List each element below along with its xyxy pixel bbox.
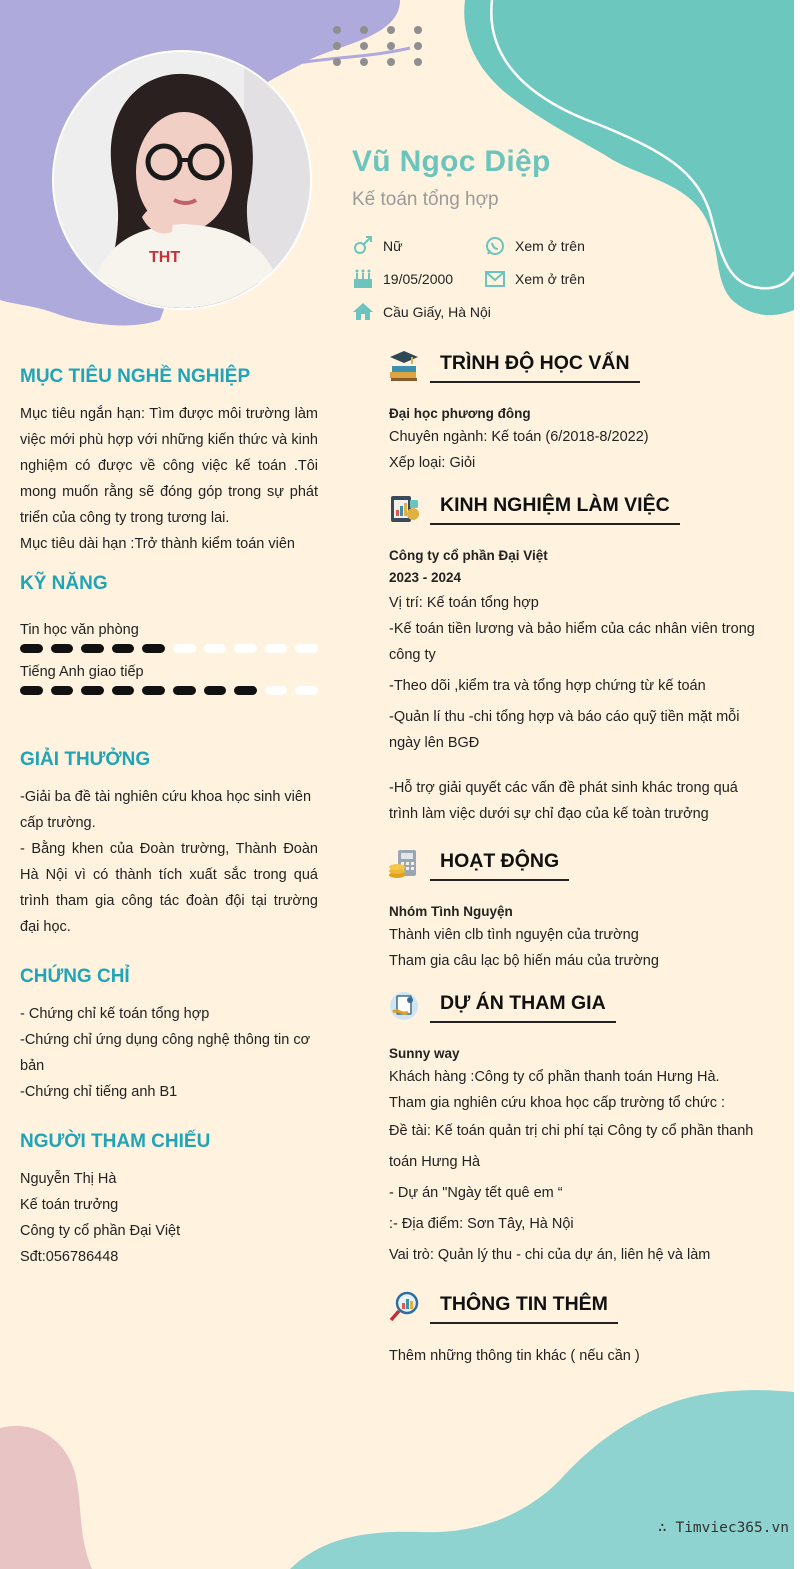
reference-section bbox=[20, 1131, 318, 1270]
activity-group: Nhóm Tình Nguyện bbox=[389, 904, 513, 919]
rating-dash-empty bbox=[295, 644, 318, 653]
awards-text bbox=[20, 784, 318, 940]
portrait-avatar bbox=[54, 52, 312, 310]
career-goal-title: MỤC TIÊU NGHỀ NGHIỆP bbox=[20, 366, 251, 387]
gender-value: Nữ bbox=[383, 238, 403, 254]
certificates-title: CHỨNG CHỈ bbox=[20, 966, 130, 987]
rating-dash-filled bbox=[112, 644, 135, 653]
activities-header bbox=[388, 848, 569, 881]
awards-section bbox=[20, 749, 318, 940]
certificates-text bbox=[20, 1001, 318, 1105]
reference-company: Công ty cổ phần Đại Việt bbox=[20, 1223, 181, 1239]
reference-position: Kế toán trưởng bbox=[20, 1197, 119, 1213]
work-period: 2023 - 2024 bbox=[389, 570, 462, 585]
experience-title: KINH NGHIỆM LÀM VIỆC bbox=[430, 492, 680, 525]
address-row bbox=[352, 302, 491, 322]
calculator-coins-icon bbox=[388, 848, 420, 880]
education-header bbox=[388, 350, 640, 383]
address-value: Cầu Giấy, Hà Nội bbox=[383, 304, 491, 320]
activity-line: Thành viên clb tình nguyện của trường bbox=[389, 927, 639, 943]
dots-pattern bbox=[326, 22, 426, 72]
gender-row bbox=[352, 236, 402, 256]
rating-dash-filled bbox=[51, 686, 74, 695]
school-name: Đại học phương đông bbox=[389, 406, 531, 421]
skill-rating-bar bbox=[20, 686, 318, 695]
rating-dash-filled bbox=[234, 686, 257, 695]
experience-body bbox=[389, 546, 769, 827]
duty-line: -Hỗ trợ giải quyết các vấn đề phát sinh khác trong quá trình làm việc dưới sự chỉ đạo của kế toàn trưởng bbox=[389, 780, 738, 822]
birthday-row bbox=[352, 269, 453, 289]
whatsapp-icon bbox=[484, 236, 506, 256]
long-term-goal: Mục tiêu dài hạn :Trở thành kiểm toán viên bbox=[20, 536, 295, 552]
svg-text:THT: THT bbox=[149, 249, 181, 266]
career-goal-text bbox=[20, 401, 318, 557]
rating-dash-filled bbox=[204, 686, 227, 695]
education-major: Chuyên ngành: Kế toán (6/2018-8/2022) bbox=[389, 429, 649, 445]
reference-text bbox=[20, 1166, 318, 1270]
awards-title: GIẢI THƯỞNG bbox=[20, 749, 151, 770]
project-location: :- Địa điểm: Sơn Tây, Hà Nội bbox=[389, 1216, 574, 1232]
activity-line: Tham gia câu lạc bộ hiến máu của trường bbox=[389, 953, 659, 969]
envelope-icon bbox=[484, 269, 506, 289]
candidate-name: Vũ Ngọc Diệp bbox=[352, 145, 551, 178]
email-value: Xem ở trên bbox=[515, 271, 585, 287]
activities-title: HOẠT ĐỘNG bbox=[430, 848, 569, 881]
project-document-icon bbox=[388, 990, 420, 1022]
books-graduation-icon bbox=[388, 350, 420, 382]
rating-dash-filled bbox=[173, 686, 196, 695]
rating-dash-filled bbox=[20, 686, 43, 695]
award-line: - Bằng khen của Đoàn trường, Thành Đoàn Hà Nội vì có thành tích xuất sắc trong quá trình tham gia công tác đoàn đội tại trường đại học. bbox=[20, 841, 318, 935]
skills-section bbox=[20, 573, 318, 695]
rating-dash-filled bbox=[20, 644, 43, 653]
skills-title: KỸ NĂNG bbox=[20, 573, 108, 594]
education-title: TRÌNH ĐỘ HỌC VẤN bbox=[430, 350, 640, 383]
magnifier-chart-icon bbox=[388, 1291, 420, 1323]
short-term-goal: Mục tiêu ngắn hạn: Tìm được môi trường làm việc mới phù hợp với những kiến thức và kinh nghiệm có được về công việc kế toán .Tôi mong muốn rằng sẽ đóng góp trong sự phát triển của công ty trong tương lai. bbox=[20, 406, 318, 526]
rating-dash-empty bbox=[173, 644, 196, 653]
rating-dash-empty bbox=[204, 644, 227, 653]
projects-title: DỰ ÁN THAM GIA bbox=[430, 990, 616, 1023]
project-client: Khách hàng :Công ty cổ phần thanh toán Hưng Hà. bbox=[389, 1069, 720, 1085]
work-position: Vị trí: Kế toán tổng hợp bbox=[389, 595, 539, 611]
skill-label: Tiếng Anh giao tiếp bbox=[20, 664, 144, 680]
skill-rating-bar bbox=[20, 644, 318, 653]
clipboard-chart-icon bbox=[388, 492, 420, 524]
duty-line: -Quản lí thu -chi tổng hợp và báo cáo quỹ tiền mặt mỗi ngày lên BGĐ bbox=[389, 709, 740, 751]
rating-dash-filled bbox=[142, 644, 165, 653]
project-second: - Dự án "Ngày tết quê em “ bbox=[389, 1185, 563, 1201]
project-research: Tham gia nghiên cứu khoa học cấp trường tổ chức : bbox=[389, 1095, 726, 1111]
rating-dash-empty bbox=[234, 644, 257, 653]
education-body bbox=[389, 404, 769, 476]
certificates-section bbox=[20, 966, 318, 1105]
rating-dash-filled bbox=[112, 686, 135, 695]
extra-title: THÔNG TIN THÊM bbox=[430, 1291, 618, 1324]
rating-dash-empty bbox=[265, 686, 288, 695]
skill-label: Tin học văn phòng bbox=[20, 622, 139, 638]
project-name: Sunny way bbox=[389, 1046, 460, 1061]
duty-line: -Theo dõi ,kiểm tra và tổng hợp chứng từ kế toán bbox=[389, 678, 706, 694]
extra-header bbox=[388, 1291, 618, 1324]
experience-header bbox=[388, 492, 680, 525]
rating-dash-empty bbox=[295, 686, 318, 695]
rating-dash-filled bbox=[51, 644, 74, 653]
skill-item bbox=[20, 622, 318, 653]
rating-dash-filled bbox=[142, 686, 165, 695]
phone-value: Xem ở trên bbox=[515, 238, 585, 254]
reference-name: Nguyễn Thị Hà bbox=[20, 1171, 117, 1187]
birthday-cake-icon bbox=[352, 269, 374, 289]
gender-icon bbox=[352, 236, 374, 256]
email-row bbox=[484, 269, 585, 289]
company-name: Công ty cổ phần Đại Việt bbox=[389, 548, 548, 563]
extra-body bbox=[389, 1343, 769, 1369]
certificate-line: -Chứng chỉ tiếng anh B1 bbox=[20, 1084, 178, 1100]
rating-dash-empty bbox=[265, 644, 288, 653]
education-grade: Xếp loại: Giỏi bbox=[389, 455, 476, 471]
extra-text: Thêm những thông tin khác ( nếu cần ) bbox=[389, 1348, 640, 1364]
birthday-value: 19/05/2000 bbox=[383, 271, 454, 287]
duty-line: -Kế toán tiền lương và bảo hiểm của các nhân viên trong công ty bbox=[389, 621, 755, 663]
bottom-blobs bbox=[0, 1380, 794, 1569]
projects-header bbox=[388, 990, 616, 1023]
project-topic: Đề tài: Kế toán quản trị chi phí tại Công ty cổ phần thanh toán Hưng Hà bbox=[389, 1123, 754, 1170]
timviec365-logo: ∴ Timviec365.vn bbox=[658, 1520, 789, 1536]
project-role: Vai trò: Quản lý thu - chi của dự án, liên hệ và làm bbox=[389, 1247, 711, 1263]
phone-row bbox=[484, 236, 585, 256]
award-line: -Giải ba đề tài nghiên cứu khoa học sinh viên cấp trường. bbox=[20, 789, 312, 831]
home-icon bbox=[352, 302, 374, 322]
activities-body bbox=[389, 902, 769, 974]
projects-body bbox=[389, 1044, 769, 1271]
certificate-line: -Chứng chỉ ứng dụng công nghệ thông tin cơ bản bbox=[20, 1032, 311, 1074]
reference-title: NGƯỜI THAM CHIẾU bbox=[20, 1131, 211, 1152]
skill-item bbox=[20, 664, 318, 695]
certificate-line: - Chứng chỉ kế toán tổng hợp bbox=[20, 1006, 210, 1022]
reference-phone: Sđt:056786448 bbox=[20, 1249, 119, 1265]
job-title: Kế toán tổng hợp bbox=[352, 189, 499, 210]
rating-dash-filled bbox=[81, 644, 104, 653]
career-goal-section bbox=[20, 366, 318, 557]
rating-dash-filled bbox=[81, 686, 104, 695]
profile-photo bbox=[52, 50, 312, 310]
